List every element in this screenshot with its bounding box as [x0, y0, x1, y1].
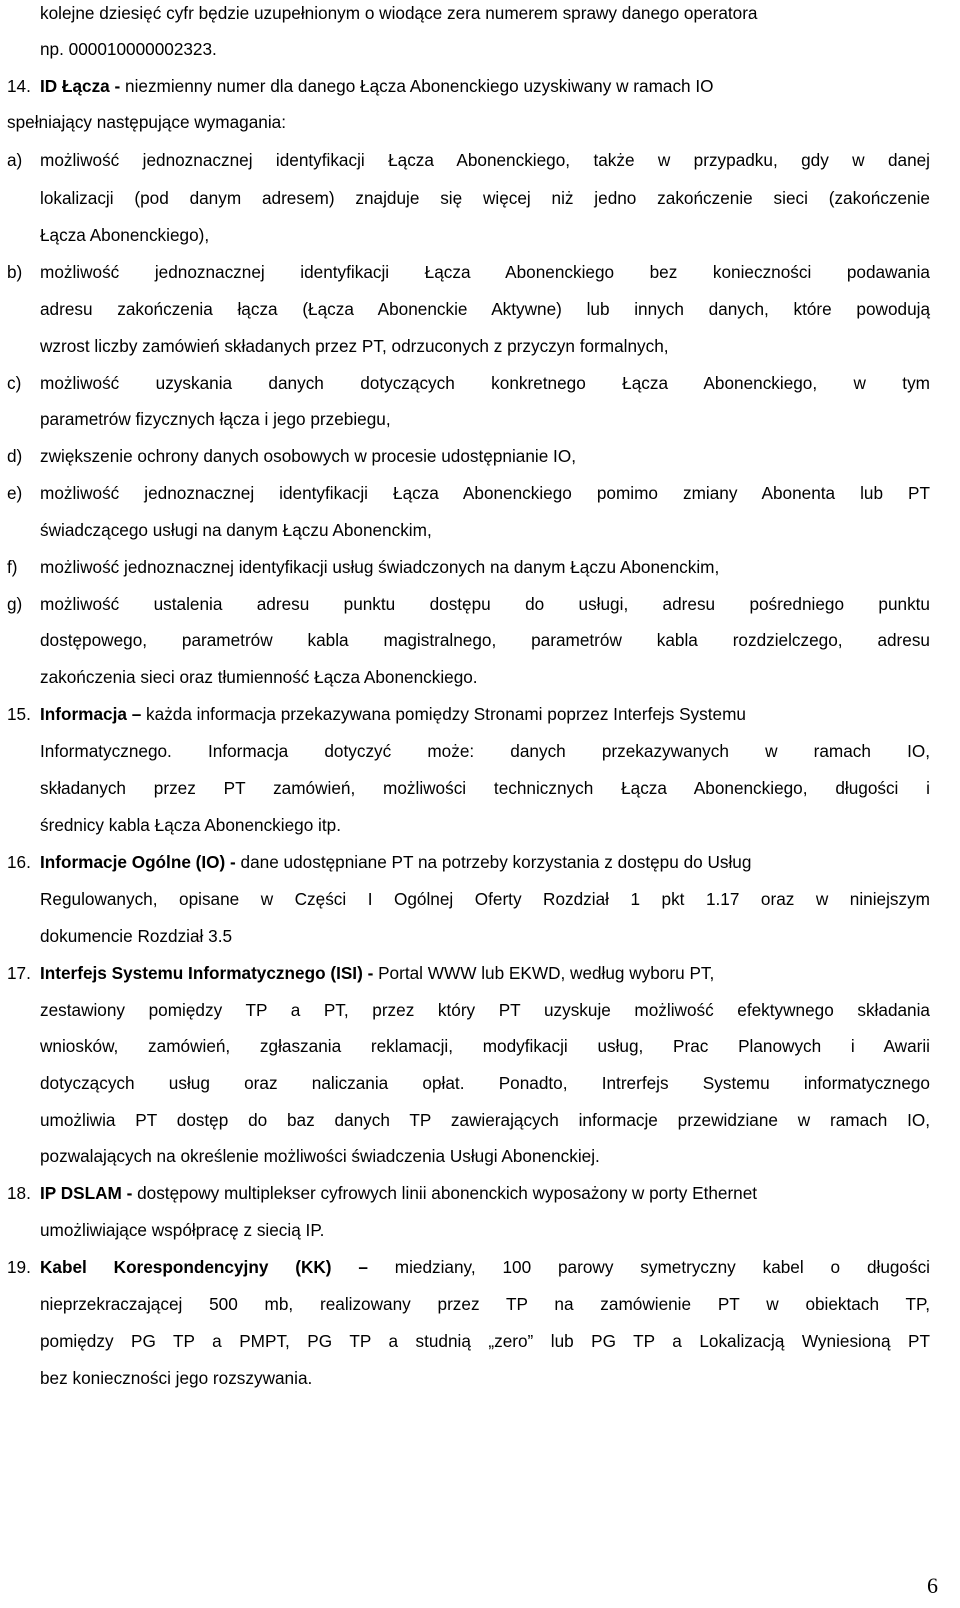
- sub-g-line-2: dostępowego, parametrów kabla magistralnego, parametrów kabla rozdzielczego, adresu: [40, 630, 930, 650]
- item-17-line-2: zestawiony pomiędzy TP a PT, przez który PT uzyskuje możliwość efektywnego składania: [40, 1000, 930, 1020]
- sub-b-line-2: adresu zakończenia łącza (Łącza Abonenckie Aktywne) lub innych danych, które powodują: [40, 299, 930, 319]
- item-17-line-4: dotyczących usług oraz naliczania opłat. Ponadto, Intrerfejs Systemu informatycznego: [40, 1073, 930, 1093]
- item-17-line-3: wniosków, zamówień, zgłaszania reklamacji, modyfikacji usług, Prac Planowych i Awarii: [40, 1036, 930, 1056]
- item-16-line-1-rest: dane udostępniane PT na potrzeby korzystania z dostępu do Usług: [235, 852, 752, 872]
- item-18-term: IP DSLAM -: [40, 1183, 133, 1203]
- item-17-line-1: [40, 963, 714, 983]
- sub-b-line-3: wzrost liczby zamówień składanych przez PT, odrzuconych z przyczyn formalnych,: [40, 336, 669, 356]
- sub-e-line-1: możliwość jednoznacznej identyfikacji Łącza Abonenckiego pomimo zmiany Abonenta lub PT: [40, 483, 930, 503]
- item-14-line-1-rest: niezmienny numer dla danego Łącza Abonenckiego uzyskiwany w ramach IO: [120, 76, 714, 96]
- sub-a-line-2: lokalizacji (pod danym adresem) znajduje się więcej niż jedno zakończenie sieci (zakończenie: [40, 188, 930, 208]
- item-18-line-1-rest: dostępowy multiplekser cyfrowych linii abonenckich wyposażony w porty Ethernet: [132, 1183, 758, 1203]
- item-16-line-3: dokumencie Rozdział 3.5: [40, 926, 233, 946]
- sub-g-line-3: zakończenia sieci oraz tłumienność Łącza Abonenckiego.: [40, 667, 478, 687]
- item-19-number: 19.: [7, 1257, 31, 1277]
- item-17-line-1-rest: Portal WWW lub EKWD, według wyboru PT,: [373, 963, 715, 983]
- sub-a-line-3: Łącza Abonenckiego),: [40, 225, 210, 245]
- item-18-number: 18.: [7, 1183, 31, 1203]
- item-14-line-1: [40, 76, 714, 96]
- item-16-line-2: Regulowanych, opisane w Części I Ogólnej Oferty Rozdział 1 pkt 1.17 oraz w niniejszym: [40, 889, 930, 909]
- sub-b-line-1: możliwość jednoznacznej identyfikacji Łącza Abonenckiego bez konieczności podawania: [40, 262, 930, 282]
- intro-line-1: kolejne dziesięć cyfr będzie uzupełnionym o wiodące zera numerem sprawy danego operatora: [40, 3, 758, 23]
- item-18-line-1: [40, 1183, 757, 1203]
- item-17-term: Interfejs Systemu Informatycznego (ISI) -: [40, 963, 374, 983]
- item-15-line-1: [40, 704, 746, 724]
- sub-d-label: d): [7, 446, 23, 466]
- item-16-number: 16.: [7, 852, 31, 872]
- item-18-line-2: umożliwiające współpracę z siecią IP.: [40, 1220, 325, 1240]
- item-19-term: Kabel Korespondencyjny (KK) –: [40, 1257, 368, 1277]
- item-15-line-2: Informatycznego. Informacja dotyczyć może: danych przekazywanych w ramach IO,: [40, 741, 930, 761]
- item-19-line-2: nieprzekraczającej 500 mb, realizowany przez TP na zamówienie PT w obiektach TP,: [40, 1294, 930, 1314]
- sub-c-line-1: możliwość uzyskania danych dotyczących konkretnego Łącza Abonenckiego, w tym: [40, 373, 930, 393]
- sub-f-line-1: możliwość jednoznacznej identyfikacji usług świadczonych na danym Łączu Abonenckim,: [40, 557, 720, 577]
- item-17-line-6: pozwalających na określenie możliwości świadczenia Usługi Abonenckiej.: [40, 1146, 600, 1166]
- item-14-line-2: spełniający następujące wymagania:: [7, 112, 286, 132]
- sub-c-label: c): [7, 373, 22, 393]
- item-19-line-1-rest: miedziany, 100 parowy symetryczny kabel o długości: [367, 1257, 930, 1277]
- item-15-line-1-rest: każda informacja przekazywana pomiędzy Stronami poprzez Interfejs Systemu: [141, 704, 746, 724]
- item-14-number: 14.: [7, 76, 31, 96]
- sub-g-line-1: możliwość ustalenia adresu punktu dostępu do usługi, adresu pośredniego punktu: [40, 594, 930, 614]
- intro-line-2: np. 000010000002323.: [40, 39, 217, 59]
- item-16-line-1: [40, 852, 751, 872]
- item-19-line-4: bez konieczności jego rozszywania.: [40, 1368, 313, 1388]
- item-15-term: Informacja –: [40, 704, 142, 724]
- item-17-number: 17.: [7, 963, 31, 983]
- item-19-line-1: [40, 1257, 930, 1277]
- sub-e-line-2: świadczącego usługi na danym Łączu Abonenckim,: [40, 520, 432, 540]
- item-17-line-5: umożliwia PT dostęp do baz danych TP zawierających informacje przewidziane w ramach IO,: [40, 1110, 930, 1130]
- sub-f-label: f): [7, 557, 18, 577]
- item-15-number: 15.: [7, 704, 31, 724]
- sub-e-label: e): [7, 483, 23, 503]
- item-14-term: ID Łącza -: [40, 76, 121, 96]
- item-16-term: Informacje Ogólne (IO) -: [40, 852, 236, 872]
- sub-d-line-1: zwiększenie ochrony danych osobowych w procesie udostępnianie IO,: [40, 446, 576, 466]
- item-15-line-4: średnicy kabla Łącza Abonenckiego itp.: [40, 815, 341, 835]
- page-number: 6: [927, 1573, 938, 1598]
- sub-a-line-1: możliwość jednoznacznej identyfikacji Łącza Abonenckiego, także w przypadku, gdy w danej: [40, 150, 930, 170]
- sub-b-label: b): [7, 262, 23, 282]
- sub-g-label: g): [7, 594, 23, 614]
- sub-c-line-2: parametrów fizycznych łącza i jego przebiegu,: [40, 409, 391, 429]
- item-15-line-3: składanych przez PT zamówień, możliwości technicznych Łącza Abonenckiego, długości i: [40, 778, 930, 798]
- sub-a-label: a): [7, 150, 23, 170]
- item-19-line-3: pomiędzy PG TP a PMPT, PG TP a studnią „zero” lub PG TP a Lokalizacją Wyniesioną PT: [40, 1331, 930, 1351]
